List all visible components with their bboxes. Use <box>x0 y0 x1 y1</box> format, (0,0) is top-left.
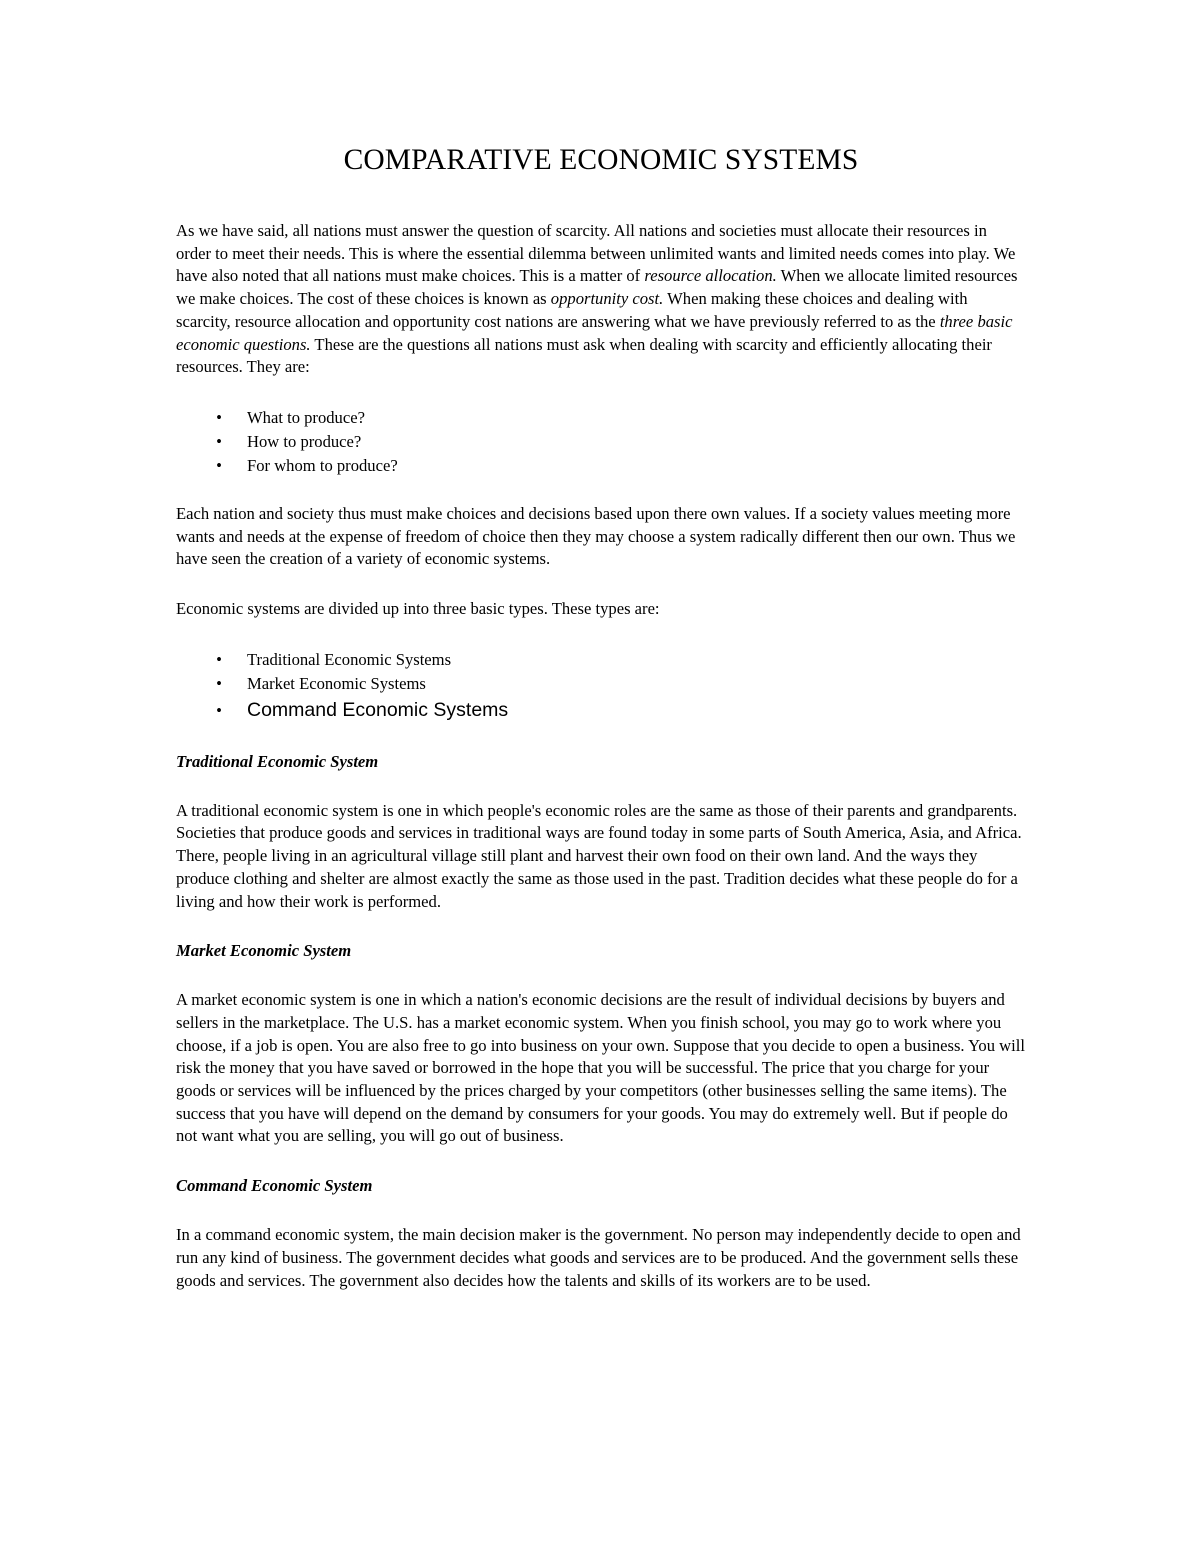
economic-questions-list <box>176 406 1026 478</box>
document-page <box>176 140 1026 1319</box>
list-item <box>176 696 1026 725</box>
values-paragraph: Each nation and society thus must make choices and decisions based upon there own values. If a society values meeting more wants and needs at the expense of freedom of choice then they may choose a system radically different then our own. Thus we have seen the creation of a variety of economic systems. <box>176 503 1016 569</box>
intro-paragraph <box>176 220 1026 379</box>
bullet-icon: • <box>216 700 222 720</box>
list-item <box>176 430 1026 454</box>
list-item <box>176 672 1026 696</box>
list-item-text: How to produce? <box>247 431 362 451</box>
section-body-command: In a command economic system, the main decision maker is the government. No person may independently decide to open and run any kind of business. The government decides what goods and services are to be produced. And the government sells these goods and services. The government also decides how the talents and skills of its workers are to be used. <box>176 1225 1021 1290</box>
term-opportunity-cost: opportunity cost. <box>550 289 664 309</box>
list-item <box>176 454 1026 478</box>
section-heading-command: Command Economic System <box>176 1176 373 1196</box>
list-item <box>176 648 1026 672</box>
list-item <box>176 406 1026 430</box>
list-item-text: For whom to produce? <box>247 455 398 475</box>
intro-text-3: When making these choices and dealing with scarcity, resource allocation and opportunity cost nations are answering what we have previously referred to as the <box>176 289 968 331</box>
intro-text-2: When we allocate limited resources we make choices. The cost of these choices is known as <box>176 266 1018 309</box>
term-three-basic-questions: three basic economic questions. <box>176 311 1013 354</box>
economic-types-list <box>176 648 1026 725</box>
list-item-text: Traditional Economic Systems <box>247 649 452 669</box>
intro-text-1: As we have said, all nations must answer the question of scarcity. All nations and societies must allocate their resources in order to meet their needs. This is where the essential dilemma between unlimited wants and limited needs comes into play. We have also noted that all nations must make choices. This is a matter of <box>176 221 1016 286</box>
section-body-market: A market economic system is one in which a nation's economic decisions are the result of individual decisions by buyers and sellers in the marketplace. The U.S. has a market economic system. When you finish school, you may go to work where you choose, if a job is open. You are also free to go into business on your own. Suppose that you decide to open a business. You will risk the money that you have saved or borrowed in the hope that you will be successful. The price that you charge for your goods or services will be influenced by the prices charged by your competitors (other businesses selling the same items). The success that you have will depend on the demand by consumers for your goods. You may do extremely well. But if people do not want what you are selling, you will go out of business. <box>176 990 1025 1146</box>
intro-text-4: These are the questions all nations must ask when dealing with scarcity and efficiently allocating their resources. They are: <box>176 334 992 377</box>
bullet-icon: • <box>216 673 222 693</box>
section-heading-traditional: Traditional Economic System <box>176 751 379 771</box>
term-resource-allocation: resource allocation. <box>644 266 777 286</box>
list-item-text: What to produce? <box>247 407 365 427</box>
document-title: COMPARATIVE ECONOMIC SYSTEMS <box>343 144 859 176</box>
list-item-text: Command Economic Systems <box>247 698 509 721</box>
bullet-icon: • <box>216 455 222 475</box>
section-heading-market: Market Economic System <box>176 941 352 961</box>
bullet-icon: • <box>216 431 222 451</box>
section-body-traditional: A traditional economic system is one in which people's economic roles are the same as those of their parents and grandparents. Societies that produce goods and services in traditional ways are found today in some parts of South America, Asia, and Africa. There, people living in an agricultural village still plant and harvest their own food on their own land. And the ways they produce clothing and shelter are almost exactly the same as those used in the past. Tradition decides what these people do for a living and how their work is performed. <box>176 800 1022 911</box>
bullet-icon: • <box>216 649 222 669</box>
bullet-icon: • <box>216 407 222 427</box>
types-paragraph: Economic systems are divided up into three basic types. These types are: <box>176 599 660 619</box>
list-item-text: Market Economic Systems <box>247 673 426 693</box>
